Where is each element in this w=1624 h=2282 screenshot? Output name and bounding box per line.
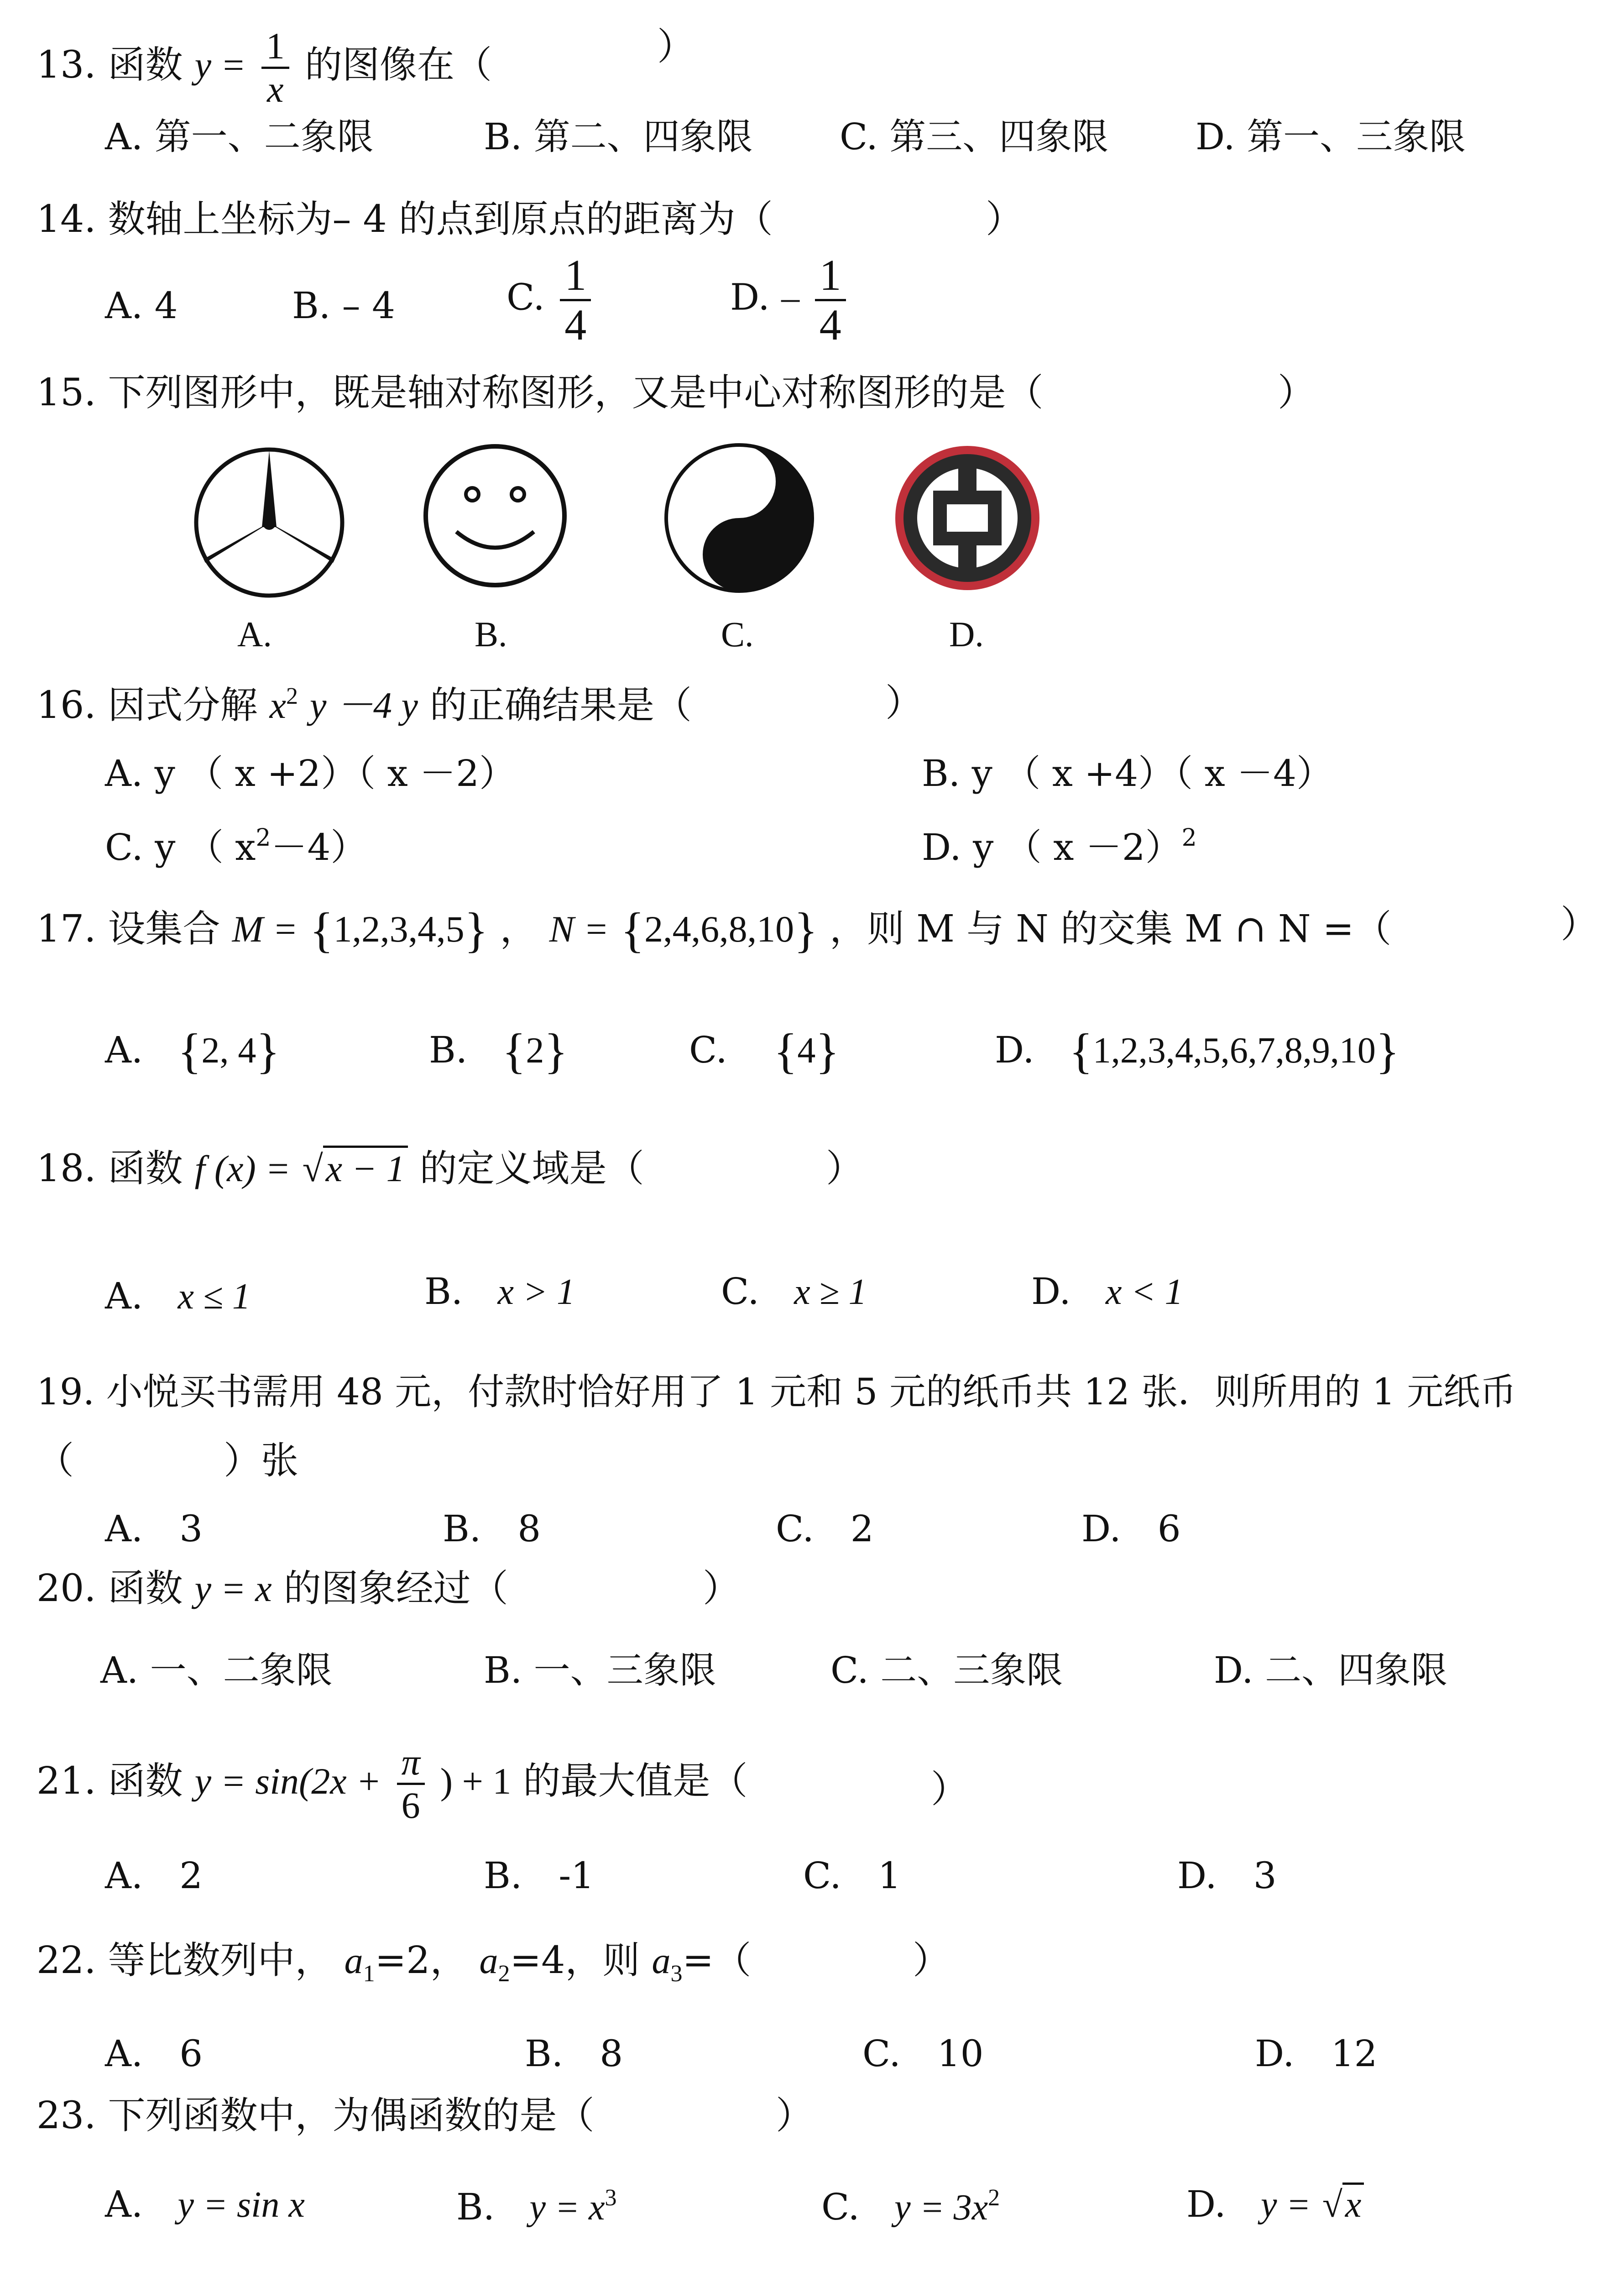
q13-option-b: B. 第二、四象限 <box>484 115 753 158</box>
bank-coin-logo-icon <box>890 440 1045 596</box>
q16-stem: 16. 因式分解 $x^2$ y －4 y 的正确结果是（ <box>37 683 692 728</box>
q14-option-b: B. – 4 <box>292 284 395 327</box>
q15-label-b: B. <box>475 614 507 654</box>
q20-option-d: D. 二、四象限 <box>1214 1649 1448 1691</box>
q21-option-a: A. 2 <box>105 1854 203 1897</box>
q13-fraction: $\frac{1}{x}$ <box>261 27 289 108</box>
q17-stem: 17. 设集合 M = {1,2,3,4,5} ， N = {2,4,6,8,10} ，则 M 与 N 的交集 M ∩ N =（ <box>37 903 1392 958</box>
q17-option-c: C. {4} <box>689 1024 840 1078</box>
q21-option-c: C. 1 <box>803 1854 901 1897</box>
q14-option-c: C. $\frac{1}{4}$ <box>507 253 595 347</box>
q16-option-a: A. y （ x +2）（ x －2） <box>105 752 516 795</box>
q22-close-paren: ） <box>913 1939 950 1982</box>
q18-radicand: x − 1 <box>323 1146 408 1189</box>
q17-option-a: A. {2, 4} <box>105 1024 280 1078</box>
q23-option-b: B. $y = x^3$ <box>456 2185 617 2229</box>
q21-close-paren: ） <box>931 1768 969 1811</box>
q20-stem: 20. 函数 y = x 的图象经过（ <box>37 1567 508 1610</box>
q13-tail: 的图像在（ <box>304 43 492 87</box>
q17-option-b: B. {2} <box>429 1024 568 1078</box>
q14-d-fraction: $\frac{1}{4}$ <box>815 253 846 347</box>
q17-option-d: D. {1,2,3,4,5,6,7,8,9,10} <box>995 1024 1399 1078</box>
q13-option-d: D. 第一、三象限 <box>1196 115 1466 158</box>
q18-close-paren: ） <box>826 1147 864 1190</box>
q18-option-c: C. x ≥ 1 <box>721 1270 867 1313</box>
q16-close-paren: ） <box>885 681 923 725</box>
q20-option-b: B. 一、三象限 <box>484 1649 716 1691</box>
q13-option-a: A. 第一、二象限 <box>105 115 374 158</box>
q19-option-a: A. 3 <box>105 1507 203 1550</box>
q19-stem: 19. 小悦买书需用 48 元，付款时恰好用了 1 元和 5 元的纸币共 12 张．则所用的 1 元纸币 <box>37 1371 1517 1413</box>
q14-c-fraction: $\frac{1}{4}$ <box>560 253 591 347</box>
q18-option-b: B. x > 1 <box>424 1270 575 1313</box>
q18-stem: 18. 函数 f (x) = √x − 1 的定义域是（ <box>37 1150 644 1188</box>
q18-option-d: D. x < 1 <box>1031 1270 1183 1313</box>
smiley-face-icon <box>420 440 570 591</box>
q16-option-d: D. y （ x －2）$^2$ <box>922 824 1197 869</box>
q23-option-d: D. y = √x <box>1186 2186 1364 2223</box>
q21-stem: 21. 函数 y = sin(2x + $\frac{\pi}{6}$ ) + 1 的最大值是（ <box>37 1741 748 1826</box>
q23-close-paren: ） <box>776 2094 814 2137</box>
q21-option-d: D. 3 <box>1177 1854 1277 1897</box>
q23-option-a: A. y = sin x <box>105 2183 305 2225</box>
q20-option-c: C. 二、三象限 <box>830 1649 1063 1691</box>
q22-option-c: C. 10 <box>862 2032 984 2075</box>
q17-n-set: 2,4,6,8,10 <box>644 908 794 950</box>
q14-stem: 14. 数轴上坐标为– 4 的点到原点的距离为（ <box>37 198 773 241</box>
q15-label-a: A. <box>237 614 272 654</box>
q13-close-paren: ） <box>657 25 695 68</box>
yin-yang-icon <box>662 440 817 596</box>
q19-option-c: C. 2 <box>776 1507 874 1550</box>
q20-close-paren: ） <box>703 1567 741 1610</box>
q15-label-d: D. <box>949 614 984 654</box>
q15-close-paren: ） <box>1278 371 1316 414</box>
q15-stem: 15. 下列图形中，既是轴对称图形，又是中心对称图形的是（ <box>37 371 1044 414</box>
q21-fraction: $\frac{\pi}{6}$ <box>397 1743 425 1824</box>
q16-option-b: B. y （ x +4）（ x －4） <box>922 752 1333 795</box>
q13-stem <box>37 27 492 108</box>
q14-close-paren: ） <box>986 198 1023 241</box>
q23-option-c: C. $y = 3x^2$ <box>821 2185 1000 2229</box>
q13-lhs: y = <box>194 44 246 86</box>
q20-option-a: A. 一、二象限 <box>100 1649 333 1691</box>
mercedes-logo-icon <box>192 445 347 600</box>
q17-close-paren: ） <box>1561 903 1598 946</box>
q21-option-b: B. -1 <box>484 1854 595 1897</box>
q17-m-set: 1,2,3,4,5 <box>333 908 465 950</box>
q16-option-c: C. y （ $x^2-4$） <box>105 824 367 869</box>
q13-option-c: C. 第三、四象限 <box>840 115 1109 158</box>
q22-option-a: A. 6 <box>105 2032 203 2075</box>
q23-stem: 23. 下列函数中，为偶函数的是（ <box>37 2094 595 2137</box>
q14-option-d: D. – $\frac{1}{4}$ <box>730 253 850 347</box>
q22-option-d: D. 12 <box>1255 2032 1378 2075</box>
q22-stem: 22. 等比数列中， $a_1=2$， $a_2=4$，则 $a_3=$（ <box>37 1939 752 1987</box>
q18-option-a: A. x ≤ 1 <box>105 1275 251 1317</box>
q14-option-a: A. 4 <box>105 284 178 327</box>
q15-label-c: C. <box>721 614 754 654</box>
q19-option-b: B. 8 <box>443 1507 541 1550</box>
q22-option-b: B. 8 <box>525 2032 623 2075</box>
q19-option-d: D. 6 <box>1081 1507 1181 1550</box>
q13-number-text: 13. 函数 <box>37 43 183 87</box>
q19-line2: （ ）张 <box>37 1439 299 1482</box>
